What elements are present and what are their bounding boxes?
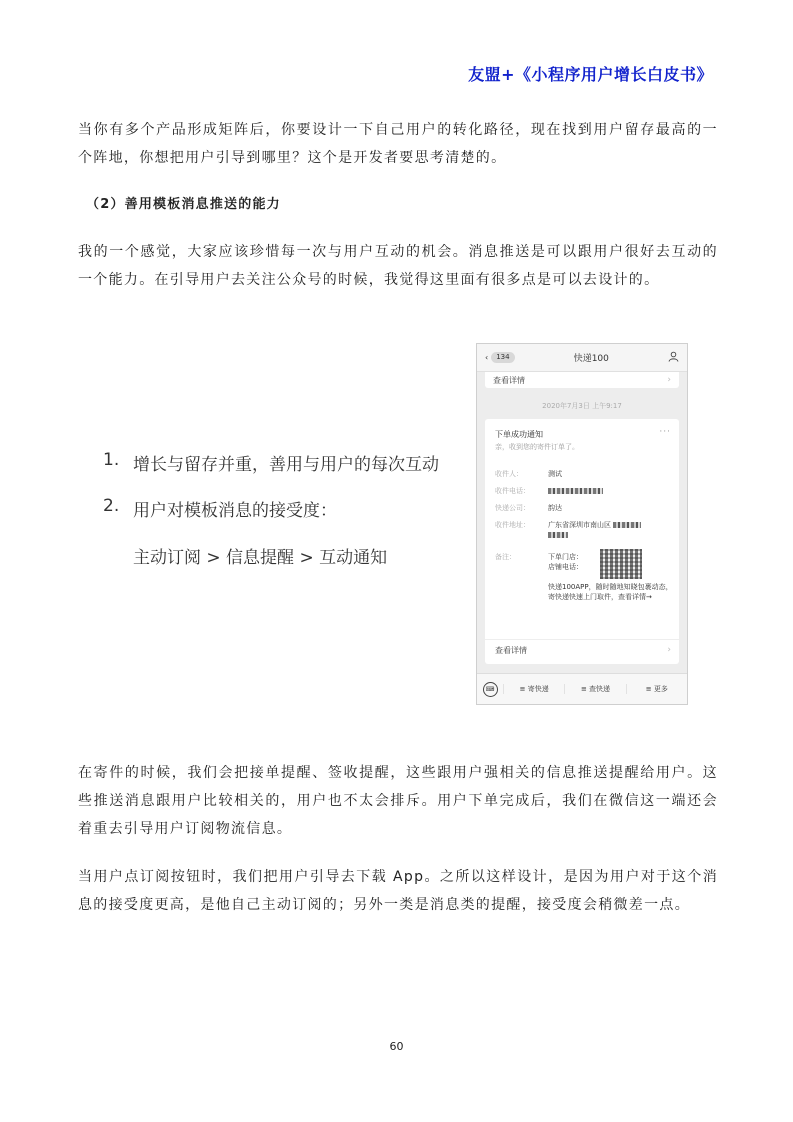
paragraph-2: 我的一个感觉，大家应该珍惜每一次与用户互动的机会。消息推送是可以跟用户很好去互动的一个能力。在引导用户去关注公众号的时候，我觉得这里面有很多点是可以去设计的。 — [78, 244, 718, 288]
slide-subpoint: 主动订阅 > 信息提醒 > 互动通知 — [133, 548, 388, 568]
slide-item-1-text: 增长与留存并重，善用与用户的每次互动 — [133, 455, 439, 475]
store-name: 下单门店： — [548, 553, 583, 561]
slide-item-2 — [103, 496, 439, 542]
card-detail-link[interactable] — [495, 645, 671, 656]
card-divider — [485, 639, 679, 640]
card-subtitle: 亲，收到您的寄件订单了。 — [495, 443, 579, 451]
order-notification-card[interactable] — [485, 419, 679, 664]
page-number: 60 — [389, 1040, 404, 1053]
menu-more[interactable]: ≡ 更多 — [626, 684, 687, 694]
note-label: 备注： — [495, 553, 516, 561]
section-subheading: （2）善用模板消息推送的能力 — [86, 197, 281, 212]
redacted-image — [600, 549, 642, 579]
unread-badge: 134 — [491, 352, 514, 363]
chevron-right-icon: › — [667, 375, 671, 385]
chat-title: 快递100 — [573, 354, 609, 364]
document-header: 友盟+《小程序用户增长白皮书》 — [468, 65, 713, 84]
paragraph-4: 当用户点订阅按钮时，我们把用户引导去下载 App。之所以这样设计，是因为用户对于这个消息的接受度更高，是他自己主动订阅的；另外一类是消息类的提醒，接受度会稍微差一点。 — [78, 869, 718, 913]
paragraph-3: 在寄件的时候，我们会把接单提醒、签收提醒，这些跟用户强相关的信息推送提醒给用户。这些推送消息跟用户比较相关的，用户也不太会排斥。用户下单完成后，我们在微信这一端还会着重去引导用户订阅物流信息。 — [78, 765, 718, 837]
message-timestamp: 2020年7月3日 上午9:17 — [542, 402, 622, 410]
card-detail-label: 查看详情 — [495, 646, 527, 655]
more-options-icon[interactable]: ··· — [659, 427, 671, 437]
card-title: 下单成功通知 — [495, 430, 543, 439]
previous-card-detail-label: 查看详情 — [493, 375, 525, 385]
phone-value-redacted — [548, 486, 603, 496]
slide-list — [103, 450, 439, 542]
paragraph-1: 当你有多个产品形成矩阵后，你要设计一下自己用户的转化路径，现在找到用户留存最高的一个阵地，你想把用户引导到哪里？这个是开发者要思考清楚的。 — [78, 122, 718, 166]
courier-label: 快递公司： — [495, 504, 530, 512]
recipient-label: 收件人： — [495, 470, 523, 478]
store-phone: 店铺电话： — [548, 563, 583, 571]
phone-label: 收件电话： — [495, 487, 530, 495]
back-button[interactable] — [485, 352, 515, 363]
keyboard-toggle[interactable] — [477, 682, 503, 697]
keyboard-icon: ⌨ — [483, 682, 498, 697]
profile-icon[interactable] — [668, 351, 679, 364]
bottom-menu-bar — [477, 673, 687, 704]
phone-screenshot — [476, 343, 688, 705]
slide-item-2-text: 用户对模板消息的接受度： — [133, 501, 337, 521]
slide-item-1 — [103, 450, 439, 496]
chevron-right-icon: › — [667, 645, 671, 655]
address-value-text: 广东省深圳市南山区 — [548, 521, 611, 529]
courier-value: 韵达 — [548, 504, 562, 512]
slide-item-2-number: 2. — [103, 496, 120, 516]
phone-nav-bar — [477, 344, 687, 372]
promo-text: 快递100APP，随时随地知晓包裹动态，寄快递快速上门取件，查看详情→ — [548, 583, 673, 601]
recipient-value: 测试 — [548, 470, 562, 478]
slide-item-1-number: 1. — [103, 450, 120, 470]
menu-track-express[interactable]: ≡ 查快递 — [564, 684, 625, 694]
previous-card-detail-link[interactable] — [485, 372, 679, 388]
address-label: 收件地址： — [495, 521, 530, 529]
address-value — [548, 520, 641, 540]
chevron-left-icon: ‹ — [485, 353, 489, 362]
menu-send-express[interactable]: ≡ 寄快递 — [503, 684, 564, 694]
